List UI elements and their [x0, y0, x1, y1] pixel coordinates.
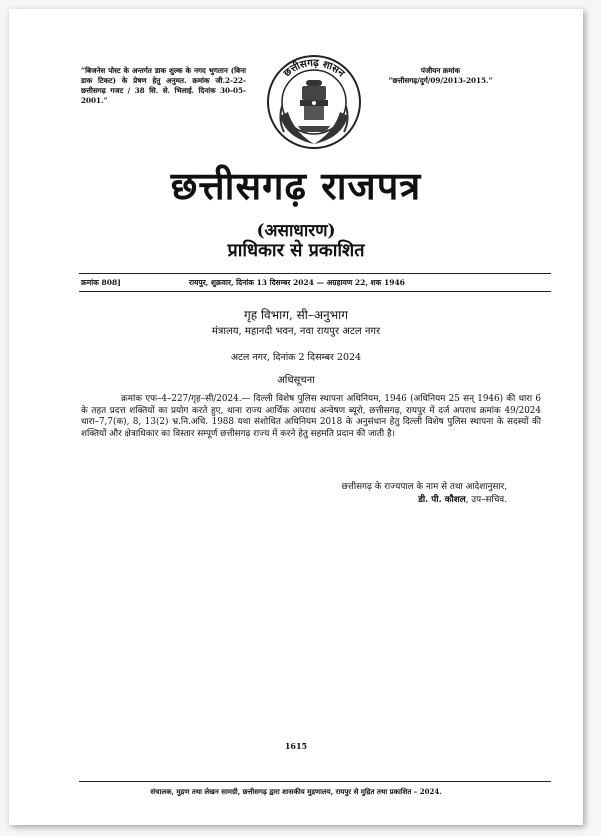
registration-value: “छत्तीसगढ़/दुर्ग/09/2013-2015.” [388, 76, 493, 85]
issue-number: क्रमांक 808] [81, 278, 121, 287]
signatory [418, 493, 507, 505]
signatory-name: डी. पी. कौशल [418, 495, 466, 505]
issue-date: रायपुर, शुक्रवार, दिनांक 13 दिसम्बर 2024 — अग्रहायण 22, शक 1946 [189, 278, 405, 287]
notification-heading: अधिसूचना [277, 375, 315, 386]
bottom-rule [79, 291, 551, 292]
emblem-text: छत्तीसगढ़ शासन [281, 57, 347, 80]
page-number: 1615 [284, 741, 308, 751]
registration-label: पंजीयन क्रमांक [420, 66, 461, 75]
place-date: अटल नगर, दिनांक 2 दिसम्बर 2024 [230, 352, 362, 363]
printer-footer: संचालक, मुद्रण तथा लेखन सामग्री, छत्तीसगढ़ द्वारा शासकीय मुद्रणालय, रायपुर से मुद्रित तथा प्रकाशित – 2024. [150, 787, 442, 796]
authority-label: प्राधिकार से प्रकाशित [227, 240, 365, 261]
signatory-title: , उप–सचिव. [465, 495, 507, 505]
gazette-page [9, 9, 583, 825]
department: गृह विभाग, सी–अनुभाग [244, 308, 348, 322]
top-rule [79, 273, 551, 274]
notification-body: क्रमांक एफ–4–227/गृह–सी/2024.— दिल्ली विशेष पुलिस स्थापना अधिनियम, 1946 (अधिनियम 25 सन् 1946) की धारा 6 के तहत प्रदत्त शक्तियों का प्रयोग करते हुए, थाना राज्य आर्थिक अपराध अन्वेषण ब्यूरो, छत्तीसगढ़, रायपुर में दर्ज अपराध क्रमांक 49/2024 धारा–7,7(क), 8, 13(2) भ्र.नि.अधि. 1988 यथा संशोधित अधिनियम 2018 के अनुसंधान हेतु दिल्ली विशेष पुलिस स्थापना के सदस्यों की शक्तियों और क्षेत्राधिकार का विस्तार सम्पूर्ण छत्तीसगढ़ राज्य में करने हेतु सहमति प्रदान की जाती है। [81, 394, 541, 439]
gazette-title: छत्तीसगढ़ राजपत्र [170, 163, 422, 208]
state-emblem [254, 46, 374, 158]
registration-block [373, 66, 508, 86]
footer-rule [79, 781, 551, 782]
order-line: छत्तीसगढ़ के राज्यपाल के नाम से तथा आदेशानुसार, [341, 482, 507, 492]
extraordinary-label: (असाधारण) [256, 221, 336, 241]
postal-note: “बिजनेस पोस्ट के अन्तर्गत डाक शुल्क के नगद भुगतान (बिना डाक टिकट) के प्रेषण हेतु अनुमत. क्रमांक जी.2-22-छत्तीसगढ़ गजट / 38 सि. से. भिलाई. दिनांक 30-05-2001.” [81, 66, 246, 105]
ministry-address: मंत्रालय, महानदी भवन, नवा रायपुर अटल नगर [211, 326, 381, 337]
